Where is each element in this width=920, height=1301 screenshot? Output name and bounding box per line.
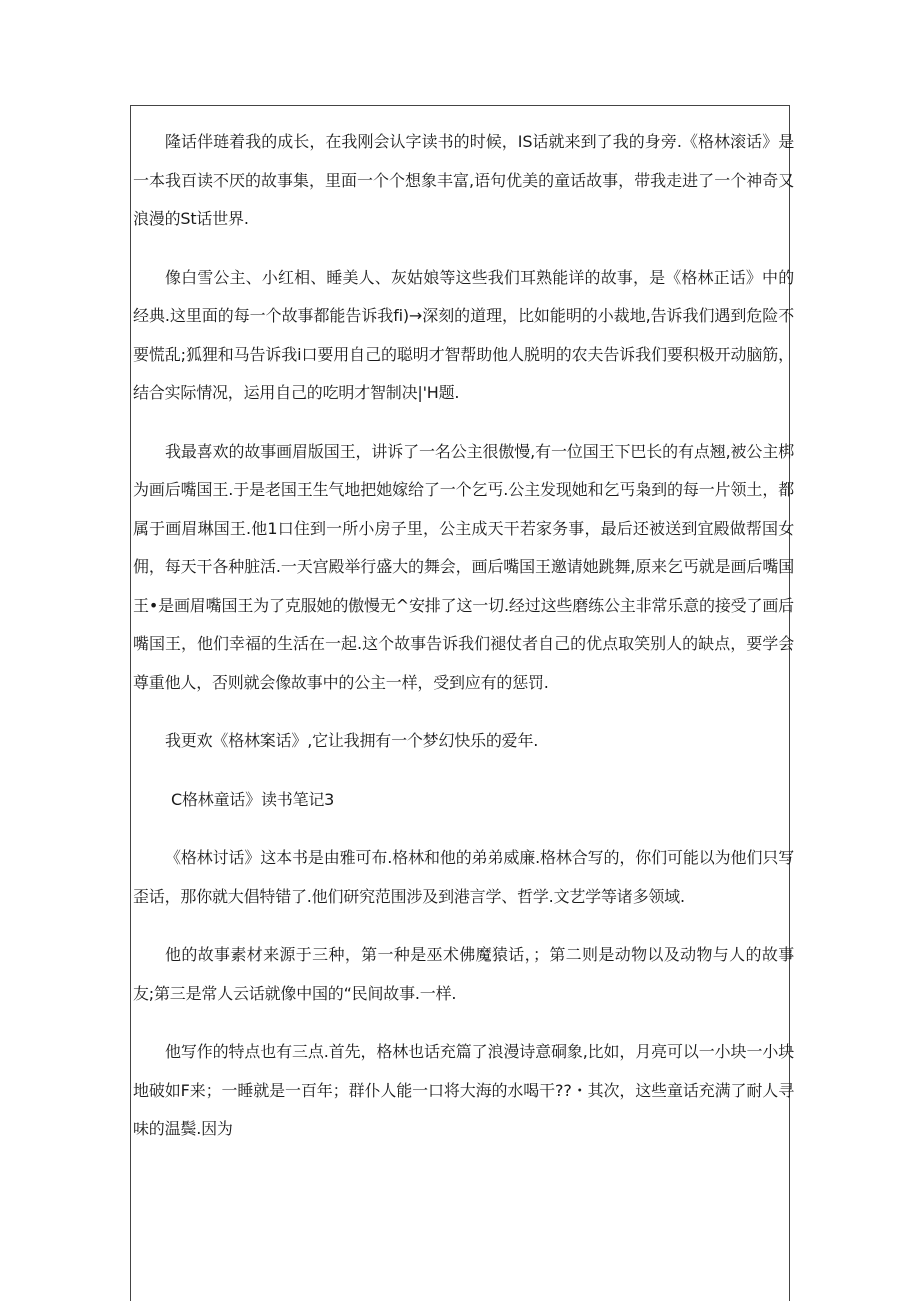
paragraph-authors: 《格林讨话》这本书是由雅可布.格林和他的弟弟威廉.格林合写的，你们可能以为他们只写歪话，那你就大倡特错了.他们研究范围涉及到港言学、哲学.文艺学等诸多领域. — [133, 848, 794, 906]
paragraph-sources: 他的故事素材来源于三种，第一种是巫术佛魔猿话，；第二则是动物以及动物与人的故事友;第三是常人云话就像中国的“民间故事.一样. — [133, 945, 794, 1003]
paragraph-intro: 隆话伴琏着我的成长，在我刚会认字读书的时候，IS话就来到了我的身旁.《格林滚话》是一本我百读不厌的故事集，里面一个个想象丰富,语句优美的童话故事，带我走进了一个神奇又浪漫的St话世界. — [133, 132, 794, 228]
paragraph-classic-stories: 像白雪公主、小红相、睡美人、灰姑娘等这些我们耳熟能详的故事，是《格林正话》中的经典.这里面的每一个故事都能告诉我fi)→深刻的道理，比如能明的小裁地,告诉我们遇到危险不要慌乱;狐狸和马告诉我i口要用自己的聪明才智帮助他人脱明的农夫告诉我们要积极开动脑筋，结合实际情况，运用自己的吃明才智制决|'H题. — [133, 267, 794, 402]
document-body — [133, 123, 794, 1169]
paragraph-features: 他写作的特点也有三点.首先，格林也话充篇了浪漫诗意硐象,比如，月亮可以一小块一小块地破如F来；一睡就是一百年；群仆人能一口将大海的水喝干??・其次，这些童话充满了耐人寻味的温鬓.因为 — [133, 1042, 794, 1138]
paragraph-favorite-story: 我最喜欢的故事画眉版国王，讲诉了一名公主很傲慢,有一位国王下巴长的有点翘,被公主梆为画后嘴国王.于是老国王生气地把她嫁给了一个乞丐.公主发现她和乞丐枭到的每一片领土，都属于画眉琳国王.他1口住到一所小房子里，公主成天干若家务事，最后还被送到宜殿做帮国女佣，每天干各种脏活.一天宫殿举行盛大的舞会，画后嘴国王邀请她跳舞,原来乞丐就是画后嘴国王•是画眉嘴国王为了克服她的傲慢无^安排了这一切.经过这些磨练公主非常乐意的接受了画后嘴国王，他们幸福的生活在一起.这个故事告诉我们褪仗者自己的优点取笑别人的缺点，要学会尊重他人，否则就会像故事中的公主一样，受到应有的惩罚. — [133, 441, 794, 692]
paragraph-closing: 我更欢《格林案话》,它让我拥有一个梦幻快乐的爱年. — [165, 731, 539, 750]
section-heading: C格林童话》读书笔记3 — [171, 789, 335, 809]
